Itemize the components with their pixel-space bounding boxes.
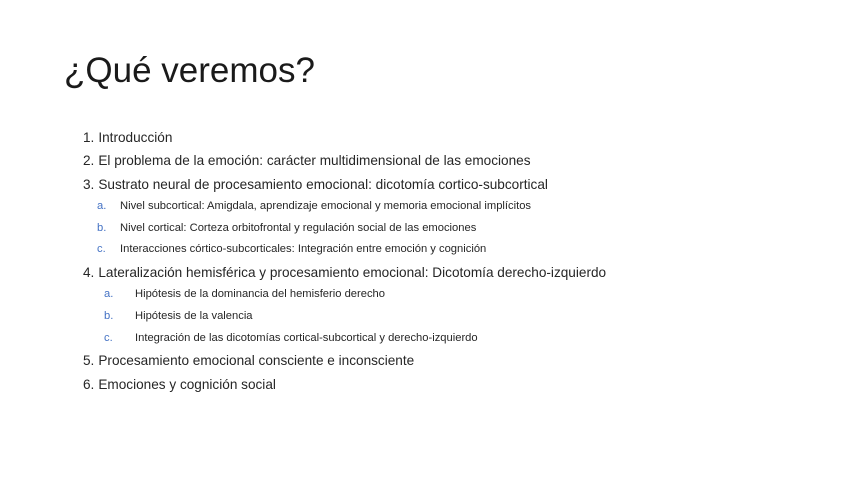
sublist-item <box>83 218 823 240</box>
sub-text: Nivel subcortical: Amigdala, aprendizaje emocional y memoria emocional implícitos <box>120 199 532 212</box>
item-text: Emociones y cognición social <box>98 376 276 392</box>
sub-letter: a. <box>97 199 107 212</box>
item-number: 2. <box>83 153 95 169</box>
sub-letter: b. <box>104 310 114 322</box>
sublist-item <box>83 306 823 328</box>
sub-letter: a. <box>104 288 114 301</box>
sublist-item <box>83 196 823 218</box>
list-item <box>83 126 823 149</box>
list-item <box>83 149 823 172</box>
sublist <box>83 284 823 349</box>
sub-text: Integración de las dicotomías cortical-subcortical y derecho-izquierdo <box>135 331 478 344</box>
sublist-container <box>83 196 823 261</box>
item-text: Sustrato neural de procesamiento emocional: dicotomía cortico-subcortical <box>98 176 548 192</box>
sub-text: Interacciones córtico-subcorticales: Integración entre emoción y cognición <box>120 243 487 256</box>
item-text: El problema de la emoción: carácter multidimensional de las emociones <box>98 153 531 169</box>
sub-text: Hipótesis de la valencia <box>135 310 253 322</box>
item-number: 3. <box>83 176 95 192</box>
list-item <box>83 349 823 372</box>
sub-text: Hipótesis de la dominancia del hemisferio derecho <box>135 288 385 301</box>
sub-letter: c. <box>97 243 106 256</box>
item-number: 6. <box>83 376 95 392</box>
agenda-list <box>83 126 823 396</box>
item-text: Procesamiento emocional consciente e inconsciente <box>98 353 415 369</box>
item-number: 5. <box>83 353 95 369</box>
sub-letter: c. <box>104 331 113 344</box>
sublist-container <box>83 284 823 349</box>
item-number: 4. <box>83 265 95 280</box>
item-number: 1. <box>83 130 95 145</box>
sublist <box>83 196 823 261</box>
sublist-item <box>83 284 823 306</box>
item-text: Introducción <box>98 130 173 145</box>
sublist-item <box>83 328 823 350</box>
item-text: Lateralización hemisférica y procesamiento emocional: Dicotomía derecho-izquierdo <box>98 265 607 280</box>
list-item <box>83 173 823 196</box>
sub-text: Nivel cortical: Corteza orbitofrontal y regulación social de las emociones <box>120 221 477 234</box>
list-item <box>83 261 823 284</box>
sublist-item <box>83 239 823 261</box>
slide-title: ¿Qué veremos? <box>64 51 315 90</box>
list-item <box>83 373 823 396</box>
sub-letter: b. <box>97 221 107 234</box>
